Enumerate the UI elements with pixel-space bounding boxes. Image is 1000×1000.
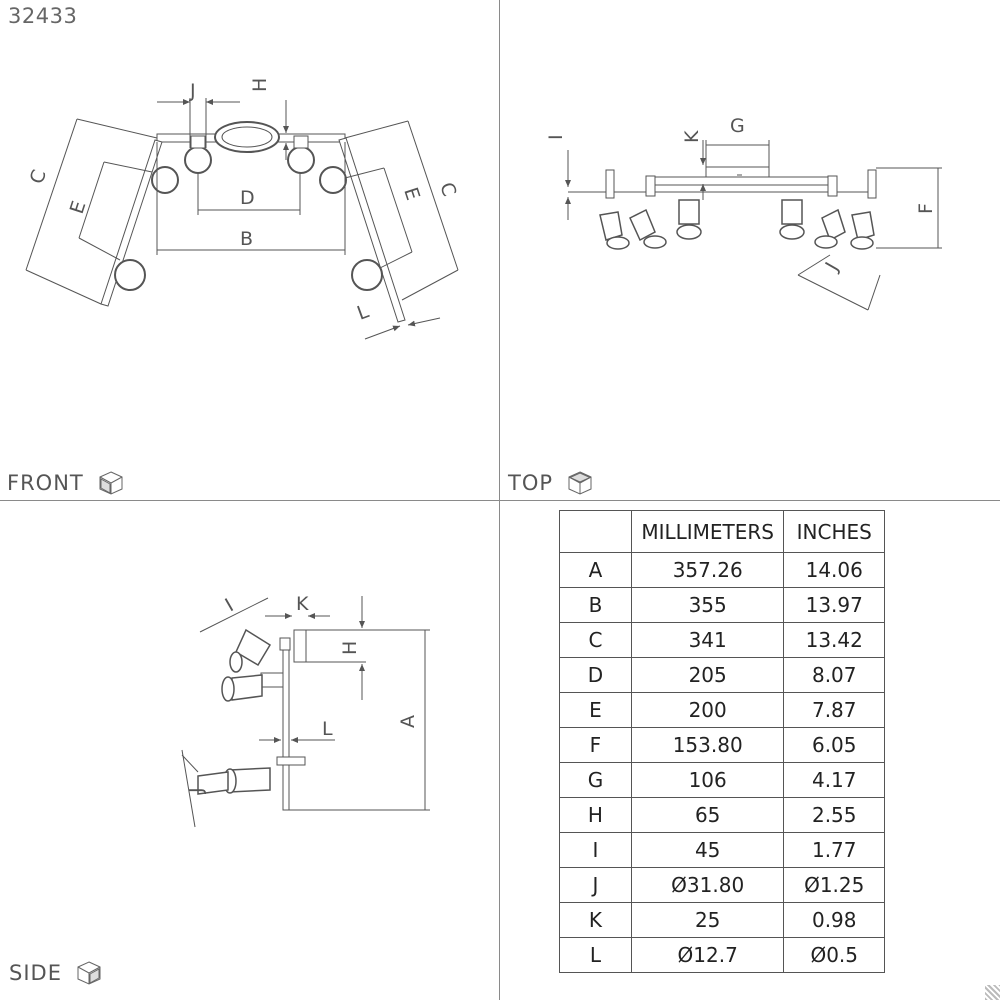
table-cell-letter: G (560, 763, 632, 798)
top-view-label: TOP (508, 470, 593, 496)
table-row (560, 833, 885, 868)
table-row (560, 623, 885, 658)
table-cell-millimeters: 45 (631, 833, 784, 868)
table-row (560, 903, 885, 938)
table-cell-letter: J (560, 868, 632, 903)
table-header-inches: INCHES (784, 511, 885, 553)
table-row (560, 938, 885, 973)
side-dim-l: L (322, 718, 333, 740)
table-row (560, 693, 885, 728)
side-dim-k: K (296, 593, 309, 615)
front-dim-j: J (190, 80, 196, 102)
model-number: 32433 (8, 4, 78, 28)
table-cell-inches: 13.42 (784, 623, 885, 658)
top-dimension-letters (545, 115, 937, 275)
top-dim-k: K (681, 130, 703, 143)
front-dim-c-right: C (435, 179, 461, 200)
table-cell-inches: 13.97 (784, 588, 885, 623)
table-cell-inches: 6.05 (784, 728, 885, 763)
table-cell-millimeters: 205 (631, 658, 784, 693)
table-cell-letter: A (560, 553, 632, 588)
table-cell-inches: 7.87 (784, 693, 885, 728)
table-row (560, 553, 885, 588)
table-cell-letter: I (560, 833, 632, 868)
top-dim-j: J (821, 258, 844, 275)
table-cell-millimeters: 355 (631, 588, 784, 623)
dimension-table (559, 510, 885, 973)
table-header-millimeters: MILLIMETERS (631, 511, 784, 553)
table-cell-millimeters: 200 (631, 693, 784, 728)
table-cell-millimeters: Ø31.80 (631, 868, 784, 903)
table-cell-millimeters: 106 (631, 763, 784, 798)
table-cell-millimeters: 357.26 (631, 553, 784, 588)
front-dim-e-left: E (65, 198, 91, 217)
table-row (560, 798, 885, 833)
top-view-cube-icon (567, 470, 593, 496)
table-cell-letter: E (560, 693, 632, 728)
front-dim-b: B (240, 228, 254, 250)
table-row (560, 728, 885, 763)
table-cell-letter: L (560, 938, 632, 973)
table-cell-letter: C (560, 623, 632, 658)
corner-hatch-mark (985, 985, 1000, 1000)
side-dim-j: J (185, 787, 207, 793)
top-dim-i: I (545, 134, 567, 140)
table-cell-inches: 2.55 (784, 798, 885, 833)
table-cell-inches: Ø1.25 (784, 868, 885, 903)
front-dim-h: H (249, 77, 271, 92)
top-dim-f: F (915, 203, 937, 214)
front-dim-c-left: C (25, 167, 51, 187)
table-cell-inches: 1.77 (784, 833, 885, 868)
front-view-label: FRONT (7, 470, 124, 496)
front-dim-d: D (240, 187, 255, 209)
table-cell-millimeters: 153.80 (631, 728, 784, 763)
table-cell-inches: 0.98 (784, 903, 885, 938)
table-header-row (560, 511, 885, 553)
table-cell-letter: F (560, 728, 632, 763)
table-cell-letter: B (560, 588, 632, 623)
table-cell-inches: 4.17 (784, 763, 885, 798)
front-dim-l: L (354, 300, 372, 325)
table-cell-letter: K (560, 903, 632, 938)
table-cell-millimeters: 65 (631, 798, 784, 833)
table-row (560, 868, 885, 903)
front-view-drawing (26, 98, 461, 339)
front-view-cube-icon (98, 470, 124, 496)
side-view-drawing (182, 596, 430, 827)
table-cell-millimeters: 25 (631, 903, 784, 938)
table-cell-millimeters: 341 (631, 623, 784, 658)
side-dim-i: I (221, 594, 238, 617)
top-dim-g: G (730, 115, 745, 137)
top-view-drawing (568, 140, 942, 310)
table-row (560, 658, 885, 693)
side-dim-h: H (339, 640, 361, 655)
side-view-cube-icon (76, 960, 102, 986)
side-view-label: SIDE (9, 960, 102, 986)
table-cell-inches: 14.06 (784, 553, 885, 588)
side-dim-a: A (397, 715, 419, 728)
table-row (560, 588, 885, 623)
table-row (560, 763, 885, 798)
front-dim-e-right: E (399, 184, 424, 203)
table-cell-letter: D (560, 658, 632, 693)
table-cell-inches: 8.07 (784, 658, 885, 693)
table-cell-letter: H (560, 798, 632, 833)
table-cell-inches: Ø0.5 (784, 938, 885, 973)
table-header-letter (560, 511, 632, 553)
table-cell-millimeters: Ø12.7 (631, 938, 784, 973)
